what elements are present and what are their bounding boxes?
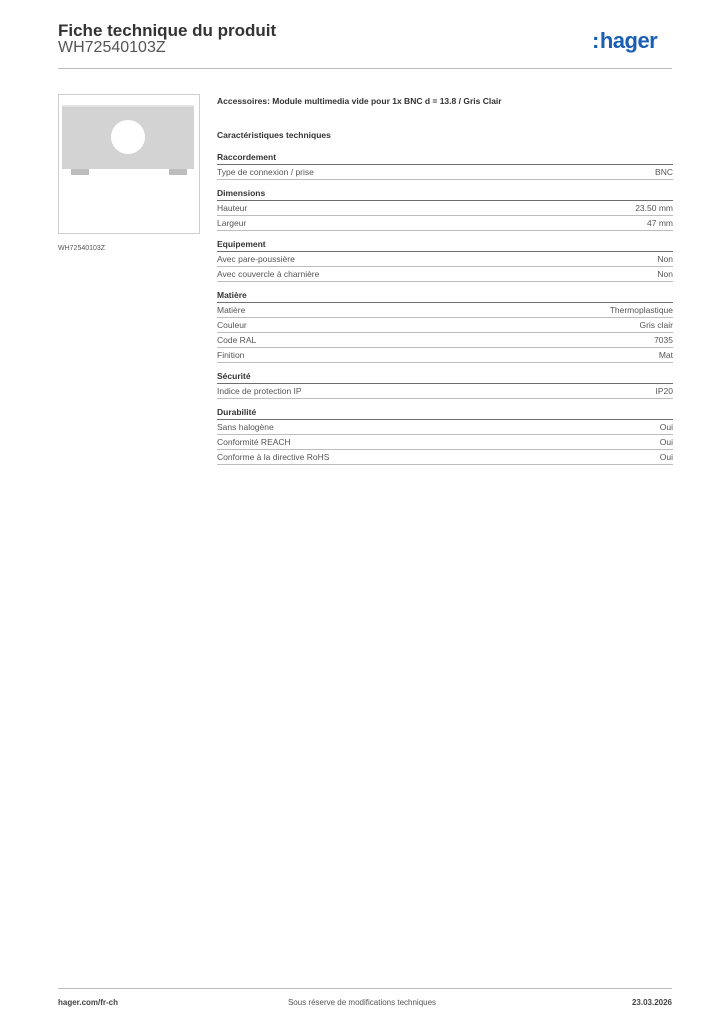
section-title: Matière [217,290,673,303]
section-title: Equipement [217,239,673,252]
module-clip-left [71,169,89,175]
section-title: Sécurité [217,371,673,384]
product-code: WH72540103Z [58,39,166,56]
module-clip-right [169,169,187,175]
spec-label: Matière [217,305,246,315]
characteristics-heading: Caractéristiques techniques [217,130,331,140]
spec-row [217,333,673,348]
spec-section [217,290,673,363]
spec-label: Avec couvercle à charnière [217,269,320,279]
spec-value: Oui [659,437,673,447]
spec-row [217,303,673,318]
product-image [58,94,200,234]
spec-row [217,384,673,399]
spec-label: Sans halogène [217,422,274,432]
spec-section [217,239,673,282]
spec-value: Thermoplastique [609,305,673,315]
spec-value: 47 mm [647,218,673,228]
spec-value: Mat [658,350,673,360]
spec-row [217,252,673,267]
spec-sections [217,152,673,465]
spec-value: Gris clair [639,320,673,330]
spec-section [217,152,673,180]
spec-value: Oui [659,422,673,432]
spec-label: Type de connexion / prise [217,167,314,177]
footer-disclaimer: Sous réserve de modifications techniques [287,998,437,1007]
spec-section [217,188,673,231]
spec-label: Finition [217,350,245,360]
product-description: Accessoires: Module multimedia vide pour 1x BNC d = 13.8 / Gris Clair [217,96,502,106]
spec-label: Code RAL [217,335,257,345]
spec-row [217,450,673,465]
spec-label: Conformité REACH [217,437,291,447]
spec-row [217,201,673,216]
spec-value: Non [657,254,673,264]
logo-text: hager [599,28,658,53]
section-title: Durabilité [217,407,673,420]
bnc-module-illustration [59,95,199,233]
spec-value: 23.50 mm [635,203,673,213]
spec-label: Indice de protection IP [217,386,302,396]
section-title: Raccordement [217,152,673,165]
spec-row [217,348,673,363]
page-title: Fiche technique du produit [58,21,277,40]
spec-section [217,371,673,399]
spec-value: IP20 [655,386,673,396]
header-divider [58,68,672,69]
spec-label: Couleur [217,320,247,330]
image-caption: WH72540103Z [58,245,106,252]
spec-label: Largeur [217,218,247,228]
logo-colon-icon: : [592,28,599,53]
spec-row [217,420,673,435]
bnc-hole-icon [111,120,145,154]
spec-value: Oui [659,452,673,462]
spec-value: BNC [655,167,673,177]
spec-row [217,216,673,231]
spec-label: Avec pare-poussière [217,254,295,264]
footer-website[interactable]: hager.com/fr-ch [58,998,119,1007]
hager-logo [592,28,657,54]
footer-divider [58,988,672,989]
spec-section [217,407,673,465]
footer-date: 23.03.2026 [631,998,672,1007]
spec-row [217,435,673,450]
spec-row [217,165,673,180]
spec-value: 7035 [654,335,673,345]
spec-label: Conforme à la directive RoHS [217,452,330,462]
section-title: Dimensions [217,188,673,201]
product-details [217,96,673,473]
spec-row [217,318,673,333]
spec-label: Hauteur [217,203,248,213]
spec-row [217,267,673,282]
spec-value: Non [657,269,673,279]
module-top-edge [62,105,194,107]
